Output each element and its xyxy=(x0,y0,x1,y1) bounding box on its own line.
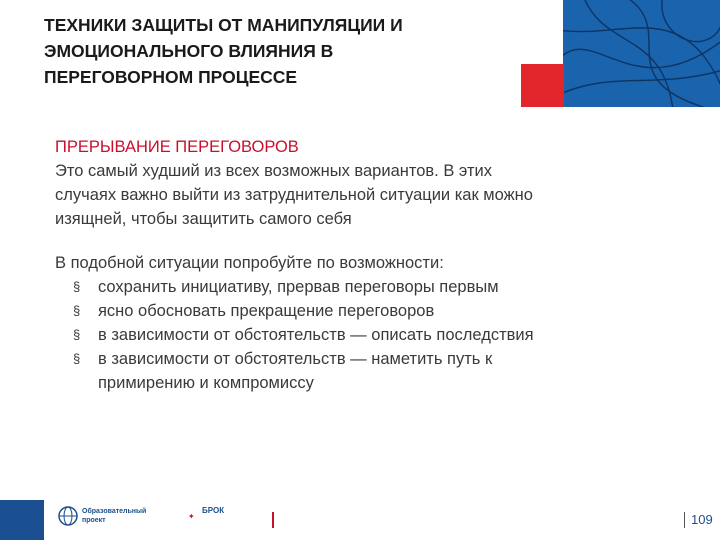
bullet-item xyxy=(73,323,675,347)
partner-logo-text: БРОК xyxy=(202,506,225,515)
plus-icon: ✦ xyxy=(188,512,195,521)
education-project-logo xyxy=(58,504,168,530)
slide-title-line: ПЕРЕГОВОРНОМ ПРОЦЕССЕ xyxy=(44,67,298,87)
slide-title-line: ЭМОЦИОНАЛЬНОГО ВЛИЯНИЯ В xyxy=(44,41,334,61)
logo-text: Образовательный проект xyxy=(82,508,147,524)
bullet-list xyxy=(55,275,675,395)
description-line: случаях важно выйти из затруднительной ситуации как можно xyxy=(55,186,533,204)
intro-text: В подобной ситуации попробуйте по возможности: xyxy=(55,254,444,272)
slide-title xyxy=(44,12,514,90)
section-title: ПРЕРЫВАНИЕ ПЕРЕГОВОРОВ xyxy=(55,138,299,156)
bullet-text: примирению и компромиссу xyxy=(98,374,314,392)
footer-divider xyxy=(684,512,685,528)
slide-content xyxy=(55,135,675,395)
decorative-red-square xyxy=(521,64,564,107)
footer-blue-block xyxy=(0,500,44,540)
bullet-marker-icon: § xyxy=(73,351,81,366)
decorative-blue-square xyxy=(563,0,720,107)
bullet-item xyxy=(73,299,675,323)
bullet-marker-icon: § xyxy=(73,327,81,342)
bullet-item xyxy=(73,275,675,299)
page-number: 109 xyxy=(691,512,713,527)
footer-divider xyxy=(272,512,274,528)
partner-logo xyxy=(188,506,268,530)
decorative-swirl-lines xyxy=(563,0,720,107)
slide-title-line: ТЕХНИКИ ЗАЩИТЫ ОТ МАНИПУЛЯЦИИ И xyxy=(44,15,403,35)
bullet-text: сохранить инициативу, прервав переговоры первым xyxy=(98,278,499,296)
bullet-text: ясно обосновать прекращение переговоров xyxy=(98,302,435,320)
description-line: Это самый худший из всех возможных вариантов. В этих xyxy=(55,162,493,180)
globe-icon xyxy=(58,506,78,526)
bullet-text: в зависимости от обстоятельств — описать последствия xyxy=(98,326,534,344)
bullet-text: в зависимости от обстоятельств — наметить путь к xyxy=(98,350,493,368)
description-paragraph xyxy=(55,159,675,231)
description-line: изящней, чтобы защитить самого себя xyxy=(55,210,352,228)
bullet-marker-icon: § xyxy=(73,303,81,318)
bullet-item xyxy=(73,347,675,395)
bullet-marker-icon: § xyxy=(73,279,81,294)
